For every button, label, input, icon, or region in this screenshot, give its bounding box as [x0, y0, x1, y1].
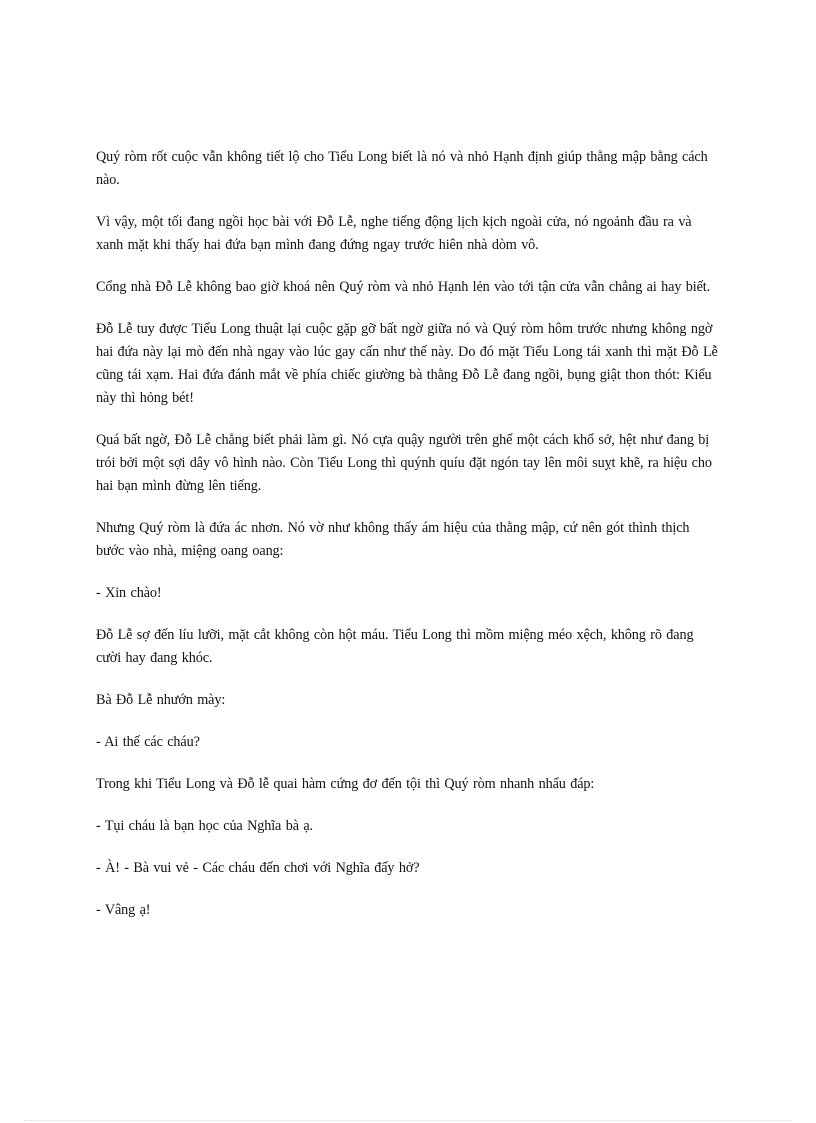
dialogue-line-5: - Vâng ạ! — [96, 902, 151, 918]
paragraph-2: Vì vậy, một tối đang ngồi học bài với Đỗ Lễ, nghe tiếng động lịch kịch ngoài cửa, nó ngoảnh đầu ra và xanh mặt khi thấy hai đứa bạn mình đang đứng ngay trước hiên nhà dòm vô. — [96, 214, 692, 253]
document-body — [96, 146, 722, 941]
paragraph-6: Nhưng Quý ròm là đứa ác nhơn. Nó vờ như không thấy ám hiệu của thằng mập, cứ nên gót thình thịch bước vào nhà, miệng oang oang: — [96, 520, 690, 559]
paragraph-9: Trong khi Tiểu Long và Đỗ lễ quai hàm cứng đơ đến tội thì Quý ròm nhanh nhẩu đáp: — [96, 776, 595, 792]
dialogue-line-2: - Ai thế các cháu? — [96, 734, 200, 750]
paragraph-8: Bà Đỗ Lễ nhướn mày: — [96, 692, 226, 708]
paragraph-4: Đỗ Lễ tuy được Tiểu Long thuật lại cuộc gặp gỡ bất ngờ giữa nó và Quý ròm hôm trước nhưng không ngờ hai đứa này lại mò đến nhà ngay vào lúc gay cấn như thế này. Do đó mặt Tiểu Long tái xanh thì mặt Đỗ Lễ cũng tái xạm. Hai đứa đánh mắt về phía chiếc giường bà thằng Đỗ Lễ đang ngồi, bụng giật thon thót: Kiểu này thì hỏng bét! — [96, 321, 718, 406]
paragraph-1: Quý ròm rốt cuộc vẫn không tiết lộ cho Tiểu Long biết là nó và nhỏ Hạnh định giúp thằng mập bằng cách nào. — [96, 149, 708, 188]
dialogue-line-3: - Tụi cháu là bạn học của Nghĩa bà ạ. — [96, 818, 313, 834]
dialogue-line-4: - À! - Bà vui vẻ - Các cháu đến chơi với Nghĩa đấy hở? — [96, 860, 420, 876]
page-bottom-edge — [24, 1120, 792, 1121]
paragraph-3: Cổng nhà Đỗ Lễ không bao giờ khoá nên Quý ròm và nhỏ Hạnh lẻn vào tới tận cửa vẫn chẳng ai hay biết. — [96, 279, 711, 295]
paragraph-7: Đỗ Lễ sợ đến líu lưỡi, mặt cắt không còn hột máu. Tiểu Long thì mồm miệng méo xệch, không rõ đang cười hay đang khóc. — [96, 627, 694, 666]
paragraph-5: Quá bất ngờ, Đỗ Lễ chẳng biết phải làm gì. Nó cựa quậy người trên ghế một cách khổ sở, hệt như đang bị trói bởi một sợi dây vô hình nào. Còn Tiểu Long thì quýnh quíu đặt ngón tay lên môi suỵt khẽ, ra hiệu cho hai bạn mình đừng lên tiếng. — [96, 432, 712, 494]
dialogue-line-1: - Xin chào! — [96, 585, 162, 601]
